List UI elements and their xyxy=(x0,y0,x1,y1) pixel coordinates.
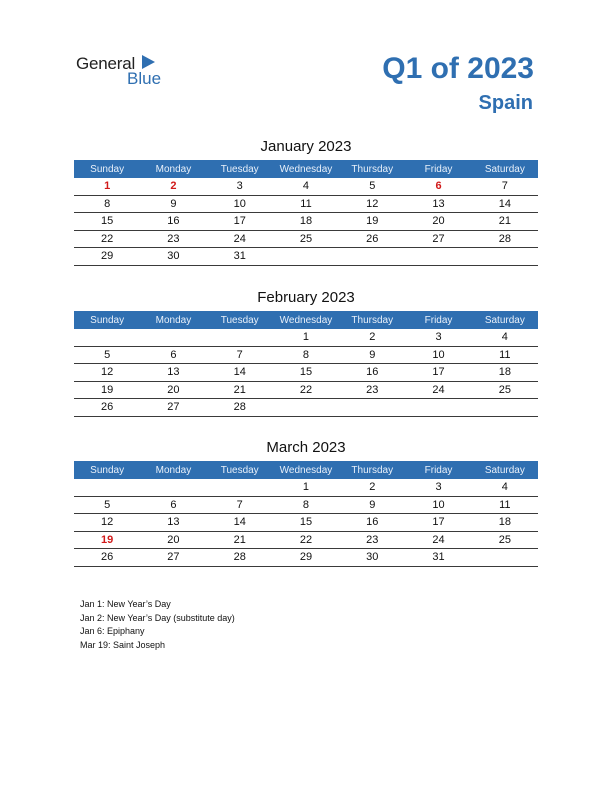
day-cell: 15 xyxy=(299,366,313,379)
week-row xyxy=(74,213,538,231)
weekday-label: Thursday xyxy=(351,464,394,476)
day-cell: 23 xyxy=(167,232,180,245)
weekday-label: Thursday xyxy=(351,163,394,175)
day-cell: 11 xyxy=(499,348,511,361)
week-row xyxy=(74,364,538,382)
week-row xyxy=(74,549,538,567)
day-cell: 3 xyxy=(236,180,243,193)
day-cell: 11 xyxy=(499,498,511,511)
weekday-label: Saturday xyxy=(484,464,525,476)
week-row xyxy=(74,479,538,497)
day-cell: 12 xyxy=(366,197,379,210)
month-calendar xyxy=(74,439,538,567)
day-cell: 3 xyxy=(435,331,442,344)
weekday-label: Saturday xyxy=(484,314,525,326)
month-title: January 2023 xyxy=(260,138,352,155)
day-cell: 10 xyxy=(432,498,445,511)
day-cell: 9 xyxy=(170,197,177,210)
day-cell: 29 xyxy=(299,551,313,564)
day-cell: 18 xyxy=(299,215,313,228)
day-cell: 7 xyxy=(236,498,243,511)
day-cell: 31 xyxy=(432,551,445,564)
day-cell: 25 xyxy=(299,232,313,245)
day-cell: 22 xyxy=(299,383,313,396)
day-cell: 11 xyxy=(300,197,312,210)
day-cell: 2 xyxy=(369,331,376,344)
day-cell: 13 xyxy=(167,366,180,379)
day-cell: 31 xyxy=(233,250,246,263)
month-title: February 2023 xyxy=(257,289,355,306)
holiday-note: Jan 6: Epiphany xyxy=(80,626,145,636)
weekday-label: Sunday xyxy=(90,314,125,326)
day-cell: 25 xyxy=(498,383,511,396)
weekday-label: Friday xyxy=(424,163,453,175)
week-row xyxy=(74,497,538,515)
week-row xyxy=(74,399,538,417)
day-cell: 4 xyxy=(302,180,310,193)
day-cell: 15 xyxy=(101,215,114,228)
weekday-label: Sunday xyxy=(90,464,125,476)
day-cell: 4 xyxy=(501,331,508,344)
day-cell: 2 xyxy=(170,180,177,193)
day-cell: 26 xyxy=(101,551,114,564)
day-cell: 14 xyxy=(498,197,511,210)
day-cell: 10 xyxy=(233,197,246,210)
day-cell: 13 xyxy=(167,516,180,529)
holiday-notes xyxy=(80,598,235,652)
day-cell: 16 xyxy=(366,366,379,379)
day-cell: 14 xyxy=(233,366,246,379)
country-name: Spain xyxy=(478,92,533,114)
day-cell: 18 xyxy=(498,366,511,379)
day-cell: 12 xyxy=(101,366,114,379)
weekday-label: Tuesday xyxy=(220,163,259,175)
weekday-label: Tuesday xyxy=(220,464,259,476)
week-row xyxy=(74,514,538,532)
day-cell: 24 xyxy=(233,232,246,245)
day-cell: 10 xyxy=(432,348,445,361)
week-row xyxy=(74,329,538,347)
day-cell: 20 xyxy=(167,533,180,546)
day-cell: 2 xyxy=(369,481,376,494)
weekday-label: Saturday xyxy=(484,163,525,175)
day-cell: 21 xyxy=(233,533,246,546)
week-row xyxy=(74,382,538,400)
week-row xyxy=(74,248,538,266)
page-title: Q1 of 2023 xyxy=(382,52,534,85)
day-cell: 3 xyxy=(435,481,442,494)
day-cell: 22 xyxy=(299,533,313,546)
weekday-label: Friday xyxy=(424,314,453,326)
weekday-header xyxy=(74,160,538,178)
day-cell: 7 xyxy=(236,348,243,361)
weekday-label: Wednesday xyxy=(279,163,333,175)
weekday-label: Friday xyxy=(424,464,453,476)
day-cell: 19 xyxy=(101,383,114,396)
day-cell: 12 xyxy=(101,516,114,529)
day-cell: 9 xyxy=(369,498,376,511)
holiday-note: Jan 2: New Year’s Day (substitute day) xyxy=(80,612,235,623)
day-cell: 17 xyxy=(432,366,445,379)
day-cell: 28 xyxy=(233,551,246,564)
day-cell: 19 xyxy=(366,215,379,228)
day-cell: 4 xyxy=(501,481,508,494)
day-cell: 5 xyxy=(104,348,111,361)
day-cell: 5 xyxy=(104,498,111,511)
day-cell: 8 xyxy=(302,348,310,361)
day-cell: 28 xyxy=(233,401,246,414)
week-row xyxy=(74,196,538,214)
day-cell: 17 xyxy=(233,215,246,228)
week-row xyxy=(74,347,538,365)
weekday-label: Monday xyxy=(155,464,192,476)
day-cell: 27 xyxy=(167,401,180,414)
day-cell: 28 xyxy=(498,232,511,245)
weekday-label: Thursday xyxy=(351,314,394,326)
logo-flag-icon xyxy=(142,55,155,69)
month-title: March 2023 xyxy=(266,439,346,456)
weekday-label: Wednesday xyxy=(279,314,333,326)
logo-blue-text: Blue xyxy=(127,69,162,88)
day-cell: 6 xyxy=(170,498,177,511)
day-cell: 16 xyxy=(366,516,379,529)
day-cell: 18 xyxy=(498,516,511,529)
weekday-header xyxy=(74,311,538,329)
logo-general-text: General xyxy=(76,54,136,73)
day-cell: 21 xyxy=(233,383,246,396)
day-cell: 17 xyxy=(432,516,445,529)
day-cell: 6 xyxy=(170,348,177,361)
weekday-label: Monday xyxy=(155,163,192,175)
day-cell: 9 xyxy=(369,348,376,361)
day-cell: 23 xyxy=(366,383,379,396)
day-cell: 5 xyxy=(369,180,376,193)
day-cell: 1 xyxy=(302,481,310,494)
day-cell: 21 xyxy=(498,215,511,228)
logo xyxy=(76,52,176,88)
day-cell: 29 xyxy=(101,250,114,263)
week-row xyxy=(74,231,538,249)
day-cell: 20 xyxy=(167,383,180,396)
day-cell: 24 xyxy=(432,533,445,546)
holiday-note: Jan 1: New Year’s Day xyxy=(80,599,171,609)
day-cell: 30 xyxy=(167,250,180,263)
day-cell: 13 xyxy=(432,197,445,210)
day-cell: 6 xyxy=(435,180,442,193)
day-cell: 8 xyxy=(104,197,111,210)
day-cell: 19 xyxy=(101,533,114,546)
day-cell: 26 xyxy=(101,401,114,414)
month-calendar xyxy=(74,138,538,266)
weekday-label: Wednesday xyxy=(279,464,333,476)
month-calendar xyxy=(74,289,538,417)
day-cell: 24 xyxy=(432,383,445,396)
weekday-label: Tuesday xyxy=(220,314,259,326)
day-cell: 1 xyxy=(302,331,310,344)
day-cell: 15 xyxy=(299,516,313,529)
weekday-header xyxy=(74,461,538,479)
day-cell: 22 xyxy=(101,232,114,245)
day-cell: 27 xyxy=(432,232,445,245)
day-cell: 25 xyxy=(498,533,511,546)
week-row xyxy=(74,178,538,196)
holiday-note: Mar 19: Saint Joseph xyxy=(80,639,166,650)
day-cell: 8 xyxy=(302,498,310,511)
day-cell: 14 xyxy=(233,516,246,529)
day-cell: 20 xyxy=(432,215,445,228)
day-cell: 1 xyxy=(104,180,111,193)
day-cell: 27 xyxy=(167,551,180,564)
weekday-label: Monday xyxy=(155,314,192,326)
day-cell: 26 xyxy=(366,232,379,245)
day-cell: 23 xyxy=(366,533,379,546)
day-cell: 16 xyxy=(167,215,180,228)
day-cell: 7 xyxy=(501,180,508,193)
day-cell: 30 xyxy=(366,551,379,564)
week-row xyxy=(74,532,538,550)
weekday-label: Sunday xyxy=(90,163,125,175)
